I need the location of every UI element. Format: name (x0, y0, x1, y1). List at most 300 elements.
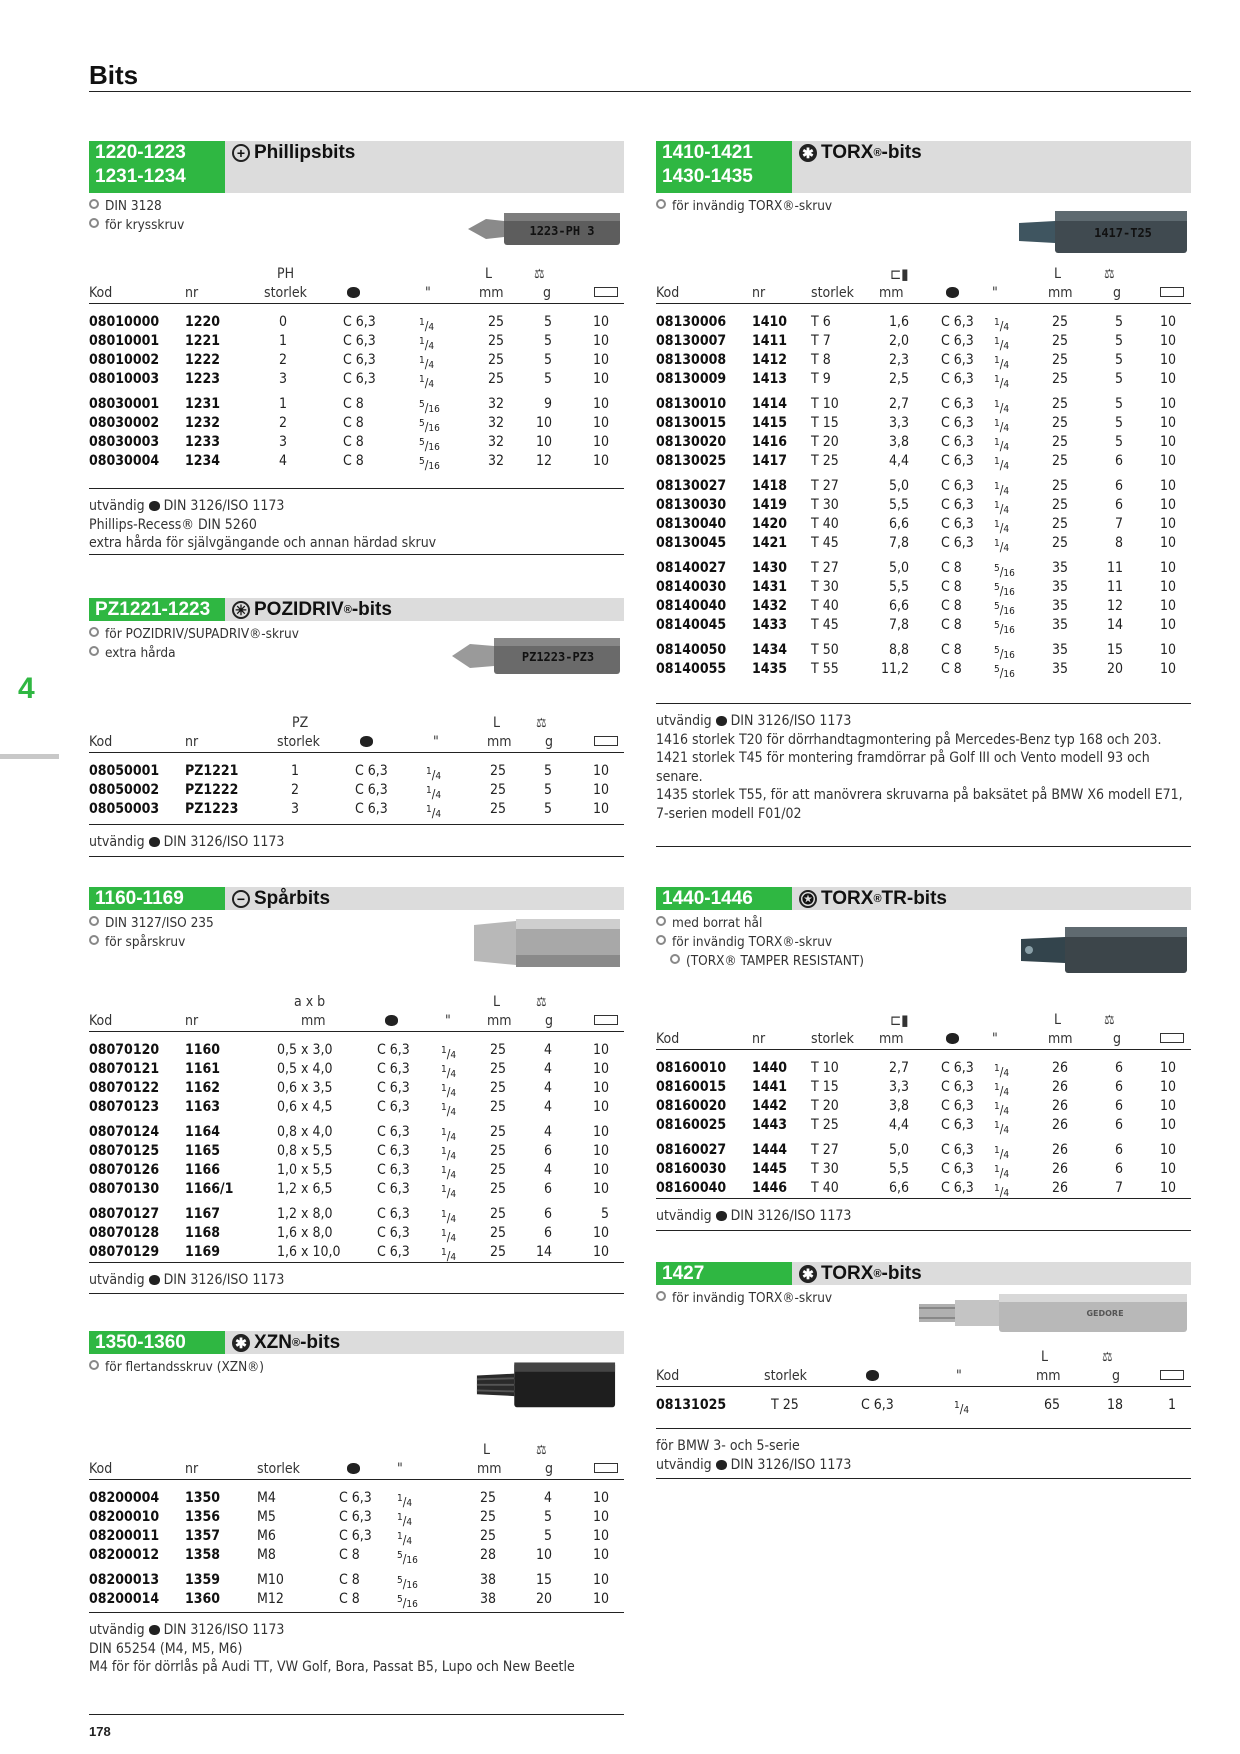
cell-nr: 1440 (752, 1060, 788, 1076)
cell-size: 2 (278, 352, 287, 368)
cell-inch: $^1$/4 (419, 317, 435, 333)
note-internal-std: DIN 3126/ISO 1173 (163, 498, 285, 514)
cell-inch: $^1$/4 (441, 1045, 457, 1061)
xzn-bit-image (468, 1355, 624, 1411)
cell-g: 6 (1114, 1117, 1123, 1133)
hex-drive-icon (149, 501, 160, 511)
note-line: DIN 65254 (M4, M5, M6) (89, 1640, 243, 1657)
cell-g: 5 (543, 801, 552, 817)
cell-kod: 08130045 (656, 535, 727, 551)
cell-kod: 08130008 (656, 352, 727, 368)
cell-nr: 1232 (185, 415, 221, 431)
cell-g: 12 (1106, 598, 1123, 614)
cell-g: 6 (543, 1143, 552, 1159)
cell-dia: 7,8 (888, 535, 909, 551)
package-icon (1160, 1033, 1184, 1043)
cell-kod: 08010002 (89, 352, 160, 368)
cell-kod: 08070122 (89, 1080, 160, 1096)
col-l: L (1054, 1012, 1062, 1028)
pozidriv-notes (89, 824, 624, 852)
cell-kod: 08130030 (656, 497, 727, 513)
hex-drive-icon (716, 1460, 727, 1470)
col-nr: nr (185, 1013, 199, 1029)
slot-notes (89, 1262, 624, 1290)
table-row (656, 1160, 1191, 1179)
cell-size: M6 (257, 1528, 276, 1544)
cell-inch: $^1$/4 (994, 1082, 1010, 1098)
torx-tr-bit-image (1015, 921, 1191, 977)
cell-dia: 6,6 (888, 516, 909, 532)
cell-g: 5 (543, 782, 552, 798)
cell-g: 6 (1114, 1098, 1123, 1114)
cell-g: 5 (543, 333, 552, 349)
table-row (89, 414, 624, 433)
section-header-bar: 1440-1446 ✪ TORX ® TR-bits (656, 887, 1191, 910)
feature-item: för invändig TORX®-skruv (656, 933, 1191, 952)
cell-nr: 1163 (185, 1099, 221, 1115)
col-kod: Kod (656, 285, 680, 301)
cell-g: 18 (1106, 1397, 1123, 1413)
torx-tr-icon: ✪ (799, 890, 817, 908)
note-line: 1421 storlek T45 för montering framdörrar på Golf III och Vento modell 93 och senare. (656, 750, 1150, 785)
table-row (89, 1205, 624, 1224)
cell-size: 0,6 x 3,5 (277, 1080, 333, 1096)
cell-l: 25 (1051, 314, 1068, 330)
package-icon (1160, 287, 1184, 297)
section-title: Spårbits (254, 888, 331, 909)
table-row (656, 1396, 1191, 1415)
torx-section (656, 141, 1191, 822)
cell-nr: 1433 (752, 617, 788, 633)
cell-l: 25 (487, 314, 504, 330)
cell-g: 6 (1114, 1060, 1123, 1076)
table-row (656, 1097, 1191, 1116)
cell-size: 0,8 x 5,5 (277, 1143, 333, 1159)
cell-size: 0,6 x 4,5 (277, 1099, 333, 1115)
bit-engraving: GEDORE (1086, 1309, 1124, 1318)
cell-drive: C 6,3 (941, 516, 974, 532)
cell-nr: 1412 (752, 352, 788, 368)
cell-drive: C 6,3 (941, 396, 974, 412)
table-row (89, 370, 624, 389)
slot-section (89, 887, 624, 1288)
section-title-suffix: -bits (881, 1263, 922, 1284)
cell-g: 5 (1114, 434, 1123, 450)
feature-item: DIN 3127/ISO 235 (89, 914, 624, 933)
section-title-suffix: -bits (351, 599, 392, 620)
cell-l: 25 (1051, 478, 1068, 494)
cell-nr: 1168 (185, 1225, 221, 1241)
cell-g: 4 (543, 1061, 552, 1077)
cell-pack: 10 (592, 1080, 609, 1096)
cell-l: 32 (487, 434, 504, 450)
cell-pack: 10 (592, 1528, 609, 1544)
cell-drive: C 6,3 (941, 1180, 974, 1196)
cell-l: 26 (1051, 1180, 1068, 1196)
cell-pack: 10 (592, 1509, 609, 1525)
col-kod: Kod (89, 1461, 113, 1477)
cell-dia: 5,5 (888, 579, 909, 595)
cell-size: 1 (278, 333, 287, 349)
cell-inch: $^1$/4 (426, 804, 442, 820)
chapter-number: 4 (18, 672, 35, 705)
cell-l: 38 (479, 1572, 496, 1588)
table-row (89, 1224, 624, 1243)
cell-size: T 10 (811, 396, 839, 412)
cell-l: 26 (1051, 1060, 1068, 1076)
code-range: PZ1221-1223 (89, 598, 225, 621)
col-nr: nr (185, 285, 199, 301)
torx-icon: ✱ (799, 144, 817, 162)
cell-kod: 08200014 (89, 1591, 160, 1607)
cell-nr: 1442 (752, 1098, 788, 1114)
cell-kod: 08200012 (89, 1547, 160, 1563)
cell-size: T 9 (811, 371, 831, 387)
phillips-table (89, 265, 624, 471)
feature-item: (TORX® TAMPER RESISTANT) (656, 952, 1191, 971)
section-header-bar: PZ1221-1223 ✳ POZIDRIV ® -bits (89, 598, 624, 621)
note-line: M4 för för dörrlås på Audi TT, VW Golf, Bora, Passat B5, Lupo och New Beetle (89, 1659, 575, 1675)
cell-g: 5 (1114, 396, 1123, 412)
cell-kod: 08160020 (656, 1098, 727, 1114)
cell-pack: 10 (592, 801, 609, 817)
cell-dia: 7,8 (888, 617, 909, 633)
cell-l: 32 (487, 453, 504, 469)
cell-inch: $^1$/4 (994, 355, 1010, 371)
cell-l: 25 (1051, 333, 1068, 349)
cell-pack: 10 (592, 1124, 609, 1140)
cell-kod: 08130020 (656, 434, 727, 450)
cell-g: 5 (543, 1528, 552, 1544)
cell-l: 26 (1051, 1161, 1068, 1177)
cell-inch: $^1$/4 (994, 437, 1010, 453)
cell-dia: 2,7 (888, 1060, 909, 1076)
cell-pack: 5 (600, 1206, 609, 1222)
section-end-rule (656, 846, 1191, 847)
cell-l: 25 (1051, 352, 1068, 368)
cell-g: 4 (543, 1162, 552, 1178)
cell-g: 14 (535, 1244, 552, 1260)
cell-kod: 08140045 (656, 617, 727, 633)
cell-inch: $^1$/4 (441, 1083, 457, 1099)
col-inch: " (445, 1013, 451, 1029)
cell-size: M12 (257, 1591, 284, 1607)
cell-drive: C 6,3 (941, 535, 974, 551)
col-size: storlek (811, 1031, 854, 1047)
cell-pack: 10 (1159, 579, 1176, 595)
section-title-suffix: TR-bits (881, 888, 947, 909)
cell-inch: $^5$/16 (419, 456, 440, 472)
cell-kod: 08200004 (89, 1490, 160, 1506)
cell-l: 25 (489, 1225, 506, 1241)
cell-g: 4 (543, 1042, 552, 1058)
cell-size: T 45 (811, 617, 839, 633)
xzn-icon: ✱ (232, 1334, 250, 1352)
cell-dia: 2,5 (888, 371, 909, 387)
table-row (89, 351, 624, 370)
cell-inch: $^1$/4 (397, 1512, 413, 1528)
col-mm: mm (1048, 1031, 1073, 1047)
cell-size: 3 (290, 801, 299, 817)
feature-item: för invändig TORX®-skruv (656, 1289, 1191, 1308)
cell-pack: 10 (592, 314, 609, 330)
cell-l: 25 (1051, 535, 1068, 551)
cell-size: 1,6 x 10,0 (277, 1244, 341, 1260)
table-row (656, 370, 1191, 389)
cell-pack: 10 (1159, 478, 1176, 494)
cell-g: 20 (1106, 661, 1123, 677)
cell-g: 15 (1106, 642, 1123, 658)
torx-tr-table (656, 1011, 1191, 1198)
cell-pack: 10 (1159, 535, 1176, 551)
cell-kod: 08140027 (656, 560, 727, 576)
cell-nr: 1411 (752, 333, 788, 349)
cell-drive: C 6,3 (339, 1490, 372, 1506)
col-mm: mm (879, 1031, 904, 1047)
feature-item: för krysskruv (89, 216, 624, 235)
cell-nr: PZ1221 (185, 763, 239, 779)
hex-drive-icon (946, 287, 959, 298)
hex-drive-icon (385, 1015, 398, 1026)
cell-drive: C 8 (339, 1591, 360, 1607)
cell-nr: 1441 (752, 1079, 788, 1095)
cell-l: 25 (487, 333, 504, 349)
table-row (656, 1059, 1191, 1078)
cell-kod: 08070125 (89, 1143, 160, 1159)
hex-drive-icon (347, 1463, 360, 1474)
cell-l: 25 (489, 1099, 506, 1115)
cell-l: 26 (1051, 1098, 1068, 1114)
cell-l: 25 (489, 1143, 506, 1159)
cell-kod: 08160027 (656, 1142, 727, 1158)
table-row (656, 534, 1191, 553)
code-range-line: 1220-1223 (95, 142, 186, 163)
section-header-bar (89, 887, 624, 910)
cell-inch: $^1$/4 (994, 336, 1010, 352)
section-header-bar: 1350-1360 ✱ XZN ® -bits (89, 1331, 624, 1354)
col-mm: mm (1036, 1368, 1061, 1384)
col-inch: " (956, 1368, 962, 1384)
cell-pack: 10 (592, 1572, 609, 1588)
table-row (89, 1489, 624, 1508)
col-inch: " (992, 1031, 998, 1047)
cell-l: 35 (1051, 560, 1068, 576)
feature-item: för invändig TORX®-skruv (656, 197, 1191, 216)
cell-kod: 08030002 (89, 415, 160, 431)
cell-l: 25 (479, 1509, 496, 1525)
cell-inch: $^5$/16 (397, 1594, 418, 1610)
table-row (89, 313, 624, 332)
cell-inch: $^5$/16 (994, 620, 1015, 636)
cell-dia: 4,4 (888, 1117, 909, 1133)
cell-l: 26 (1051, 1142, 1068, 1158)
cell-pack: 10 (592, 1143, 609, 1159)
cell-inch: $^5$/16 (419, 418, 440, 434)
cell-l: 26 (1051, 1117, 1068, 1133)
cell-inch: $^5$/16 (397, 1550, 418, 1566)
cell-pack: 10 (592, 1099, 609, 1115)
cell-dia: 3,8 (888, 1098, 909, 1114)
xzn-section (89, 1331, 624, 1675)
cell-g: 10 (535, 434, 552, 450)
cell-inch: $^1$/4 (994, 1164, 1010, 1180)
cell-size: T 27 (811, 560, 839, 576)
table-row (656, 597, 1191, 616)
cell-inch: $^1$/4 (994, 1145, 1010, 1161)
cell-kod: 08010001 (89, 333, 160, 349)
cell-nr: 1421 (752, 535, 788, 551)
cell-kod: 08010000 (89, 314, 160, 330)
col-inch: " (397, 1461, 403, 1477)
cell-kod: 08130006 (656, 314, 727, 330)
table-row (656, 332, 1191, 351)
cell-drive: C 8 (343, 434, 364, 450)
cell-g: 5 (543, 1509, 552, 1525)
cell-size: 1,2 x 8,0 (277, 1206, 333, 1222)
cell-g: 15 (535, 1572, 552, 1588)
cell-pack: 10 (592, 1225, 609, 1241)
cell-l: 25 (489, 1162, 506, 1178)
diameter-icon: ⊏▮ (890, 1011, 909, 1029)
cell-size: M10 (257, 1572, 284, 1588)
cell-drive: C 8 (941, 598, 962, 614)
phillips-icon: + (232, 144, 250, 162)
cell-l: 35 (1051, 598, 1068, 614)
cell-g: 7 (1114, 516, 1123, 532)
cell-drive: C 6,3 (941, 415, 974, 431)
code-range: 1427 (656, 1262, 792, 1285)
table-row (656, 1179, 1191, 1198)
table-row (89, 1041, 624, 1060)
cell-nr: 1161 (185, 1061, 221, 1077)
note-internal-label: utvändig (89, 834, 145, 850)
cell-l: 25 (489, 1080, 506, 1096)
col-l: L (1054, 266, 1062, 282)
cell-g: 5 (543, 352, 552, 368)
cell-size: M8 (257, 1547, 276, 1563)
cell-nr: 1164 (185, 1124, 221, 1140)
cell-size: T 20 (811, 1098, 839, 1114)
cell-kod: 08130015 (656, 415, 727, 431)
cell-size: T 10 (811, 1060, 839, 1076)
table-row (656, 351, 1191, 370)
cell-nr: 1350 (185, 1490, 221, 1506)
cell-l: 35 (1051, 617, 1068, 633)
torx-bit-image (1015, 203, 1191, 259)
cell-g: 4 (543, 1124, 552, 1140)
cell-drive: C 6,3 (941, 478, 974, 494)
code-range: 1440-1446 (656, 887, 792, 910)
cell-kod: 08070120 (89, 1042, 160, 1058)
cell-kod: 08070129 (89, 1244, 160, 1260)
cell-inch: $^1$/4 (397, 1531, 413, 1547)
table-row (89, 1142, 624, 1161)
cell-drive: C 6,3 (941, 314, 974, 330)
cell-nr: 1445 (752, 1161, 788, 1177)
cell-pack: 10 (592, 415, 609, 431)
cell-dia: 3,3 (888, 415, 909, 431)
col-mm: mm (1048, 285, 1073, 301)
cell-size: T 15 (811, 1079, 839, 1095)
cell-inch: $^1$/4 (994, 374, 1010, 390)
col-inch: " (425, 285, 431, 301)
cell-inch: $^5$/16 (994, 664, 1015, 680)
cell-drive: C 8 (941, 642, 962, 658)
feature-item: extra hårda (89, 644, 624, 663)
cell-nr: 1443 (752, 1117, 788, 1133)
cell-size: T 55 (811, 661, 839, 677)
cell-pack: 10 (1159, 1098, 1176, 1114)
cell-pack: 10 (592, 1490, 609, 1506)
cell-drive: C 6,3 (861, 1397, 894, 1413)
cell-l: 25 (1051, 434, 1068, 450)
cell-kod: 08130025 (656, 453, 727, 469)
cell-inch: $^1$/4 (994, 1063, 1010, 1079)
cell-pack: 10 (592, 434, 609, 450)
cell-size: T 25 (771, 1397, 799, 1413)
cell-nr: 1435 (752, 661, 788, 677)
cell-l: 65 (1043, 1397, 1060, 1413)
cell-size: 0,5 x 3,0 (277, 1042, 333, 1058)
cell-nr: 1234 (185, 453, 221, 469)
col-g: g (545, 734, 553, 750)
cell-nr: 1358 (185, 1547, 221, 1563)
col-size: mm (301, 1013, 326, 1029)
code-range: 1350-1360 (89, 1331, 225, 1354)
table-row (656, 559, 1191, 578)
cell-kod: 08070123 (89, 1099, 160, 1115)
package-icon (594, 1015, 618, 1025)
cell-nr: 1415 (752, 415, 788, 431)
cell-size: T 25 (811, 453, 839, 469)
cell-size: 3 (278, 371, 287, 387)
cell-inch: $^1$/4 (994, 538, 1010, 554)
cell-g: 4 (543, 1490, 552, 1506)
cell-drive: C 6,3 (941, 434, 974, 450)
cell-inch: $^5$/16 (397, 1575, 418, 1591)
cell-g: 5 (1114, 415, 1123, 431)
table-row (89, 1123, 624, 1142)
cell-kod: 08140030 (656, 579, 727, 595)
cell-drive: C 6,3 (941, 371, 974, 387)
cell-g: 11 (1106, 579, 1123, 595)
col-l: L (493, 715, 501, 731)
table-row (656, 1078, 1191, 1097)
weight-icon: ⚖ (536, 995, 546, 1010)
cell-nr: 1431 (752, 579, 788, 595)
cell-size: T 25 (811, 1117, 839, 1133)
table-row (89, 395, 624, 414)
cell-pack: 10 (1159, 314, 1176, 330)
cell-g: 7 (1114, 1180, 1123, 1196)
col-nr: nr (185, 734, 199, 750)
feature-item: DIN 3128 (89, 197, 624, 216)
table-row (89, 1079, 624, 1098)
cell-drive: C 6,3 (343, 333, 376, 349)
cell-nr: 1434 (752, 642, 788, 658)
section-title-suffix: -bits (300, 1332, 341, 1353)
cell-kod: 08030001 (89, 396, 160, 412)
cell-l: 25 (489, 1061, 506, 1077)
hex-drive-icon (360, 736, 373, 747)
table-row (656, 578, 1191, 597)
section-title-suffix: -bits (881, 142, 922, 163)
cell-pack: 10 (592, 352, 609, 368)
cell-l: 25 (489, 1181, 506, 1197)
note-internal-std: DIN 3126/ISO 1173 (730, 1456, 852, 1473)
cell-l: 28 (479, 1547, 496, 1563)
cell-drive: C 6,3 (377, 1080, 410, 1096)
